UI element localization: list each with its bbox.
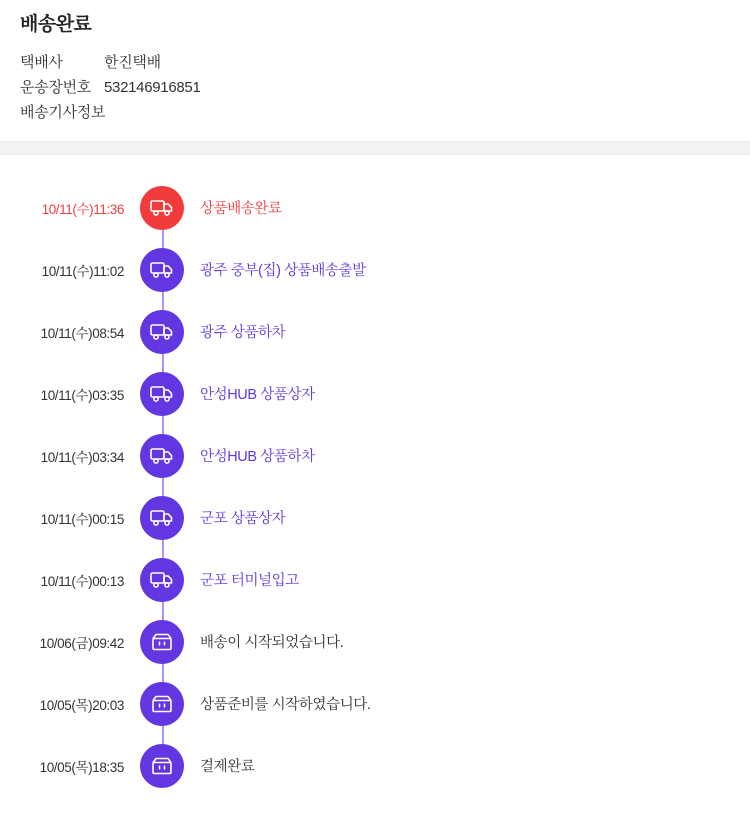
step-label: 안성HUB 상품상자 [200,387,315,404]
tracking-number-row [20,76,730,99]
step-label: 안성HUB 상품하차 [200,449,315,466]
timeline-step [0,363,750,425]
step-time: 10/11(수)03:34 [40,449,124,465]
timeline-steps [0,177,750,797]
step-time: 10/11(수)08:54 [40,325,124,341]
step-time: 10/05(목)18:35 [39,759,124,775]
timeline-step [0,425,750,487]
step-time: 10/11(수)11:02 [41,263,124,279]
timeline-step [0,673,750,735]
timeline-step [0,177,750,239]
timeline-step [0,487,750,549]
truck-icon [140,186,184,230]
delivery-header [0,0,750,141]
timeline-step [0,611,750,673]
step-time: 10/11(수)11:36 [41,201,124,217]
step-label: 배송이 시작되었습니다. [200,635,344,652]
step-time: 10/11(수)00:15 [40,511,124,527]
box-icon [140,744,184,788]
step-label: 군포 터미널입고 [200,573,299,590]
step-time: 10/05(목)20:03 [39,697,124,713]
truck-icon [140,496,184,540]
truck-icon [140,434,184,478]
timeline-step [0,301,750,363]
truck-icon [140,558,184,602]
step-time: 10/11(수)00:13 [40,573,124,589]
step-label: 결제완료 [200,759,255,776]
step-label: 상품준비를 시작하였습니다. [200,697,371,714]
step-time: 10/11(수)03:35 [40,387,124,403]
tracking-number-value: 532146916851 [104,79,201,97]
step-label: 광주 중부(집) 상품배송출발 [200,263,366,280]
step-label: 상품배송완료 [200,201,282,218]
truck-icon [140,372,184,416]
page-title: 배송완료 [20,14,92,35]
section-divider [0,141,750,155]
timeline-step [0,549,750,611]
timeline-step [0,239,750,301]
box-icon [140,682,184,726]
tracking-timeline [0,155,750,797]
truck-icon [140,248,184,292]
step-label: 광주 상품하차 [200,325,286,342]
truck-icon [140,310,184,354]
box-icon [140,620,184,664]
tracking-number-label: 운송장번호 [20,79,91,97]
timeline-step [0,735,750,797]
step-label: 군포 상품상자 [200,511,286,528]
step-time: 10/06(금)09:42 [39,635,124,651]
carrier-value: 한진택배 [104,53,161,71]
carrier-row [20,51,730,74]
driver-info-label: 배송기사정보 [20,104,106,122]
carrier-label: 택배사 [20,53,63,71]
